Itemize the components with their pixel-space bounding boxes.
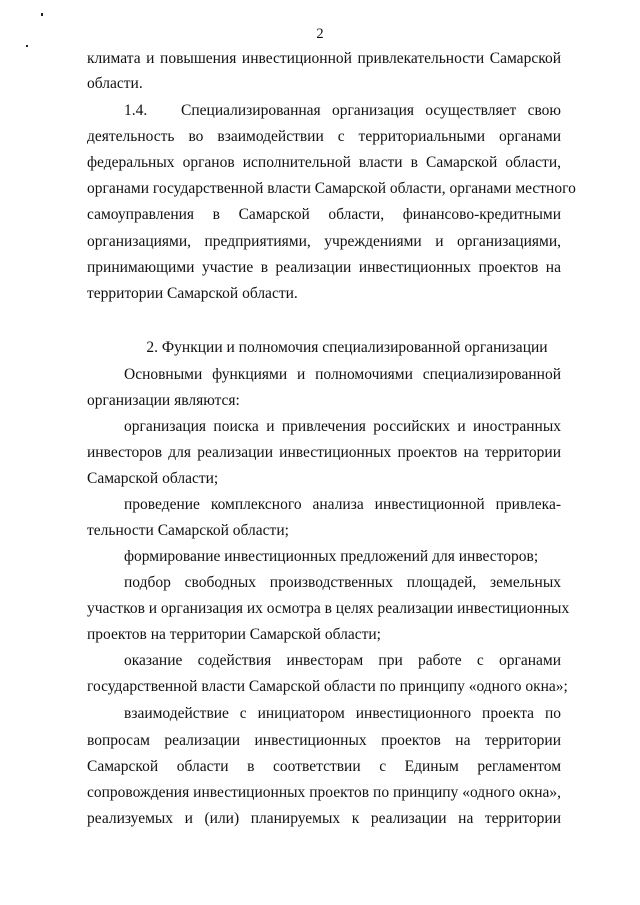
text-line: организация поиска и привлечения российских и иностранных — [124, 418, 561, 435]
text-line: деятельность во взаимодействии с территориальными органами — [87, 128, 561, 145]
text-line: Самарской области; — [87, 470, 219, 487]
text-line: Основными функциями и полномочиями специализированной — [124, 366, 561, 383]
text-line: тельности Самарской области; — [87, 522, 289, 539]
text-line: государственной власти Самарской области по принципу «одного окна»; — [87, 678, 568, 695]
text-line: подбор свободных производственных площадей, земельных — [124, 574, 561, 591]
text-line: проведение комплексного анализа инвестиционной привлека- — [124, 496, 561, 513]
paragraph-1-4-first-line: 1.4. Специализированная организация осуществляет свою — [124, 102, 561, 119]
scan-speck — [41, 13, 43, 16]
text-line: формирование инвестиционных предложений для инвесторов; — [124, 548, 539, 565]
page-number: 2 — [316, 26, 324, 42]
text-line: участков и организация их осмотра в целях реализации инвестиционных — [87, 600, 570, 617]
section-heading: 2. Функции и полномочия специализированной организации — [146, 339, 548, 356]
scan-speck — [26, 45, 28, 47]
text-line: территории Самарской области. — [87, 285, 298, 302]
text-line: принимающими участие в реализации инвестиционных проектов на — [87, 259, 561, 276]
text-line: органами государственной власти Самарской области, органами местного — [87, 180, 576, 197]
text-line: самоуправления в Самарской области, финансово-кредитными — [87, 206, 561, 223]
text-line: федеральных органов исполнительной власти в Самарской области, — [87, 154, 561, 171]
text-line: оказание содействия инвесторам при работе с органами — [124, 652, 561, 669]
text-line: Самарской области в соответствии с Единым регламентом — [87, 758, 561, 775]
text-line: проектов на территории Самарской области; — [87, 626, 381, 643]
text-line: области. — [87, 75, 143, 92]
text-line: реализуемых и (или) планируемых к реализации на территории — [87, 810, 561, 827]
text-line: взаимодействие с инициатором инвестиционного проекта по — [124, 705, 561, 722]
text-line: организации являются: — [87, 392, 240, 409]
text-line: вопросам реализации инвестиционных проектов на территории — [87, 732, 561, 749]
text-line: климата и повышения инвестиционной привлекательности Самарской — [87, 50, 561, 67]
text-line: инвесторов для реализации инвестиционных проектов на территории — [87, 444, 561, 461]
text-line: организациями, предприятиями, учреждениями и организациями, — [87, 233, 561, 250]
text-line: сопровождения инвестиционных проектов по принципу «одного окна», — [87, 784, 561, 801]
